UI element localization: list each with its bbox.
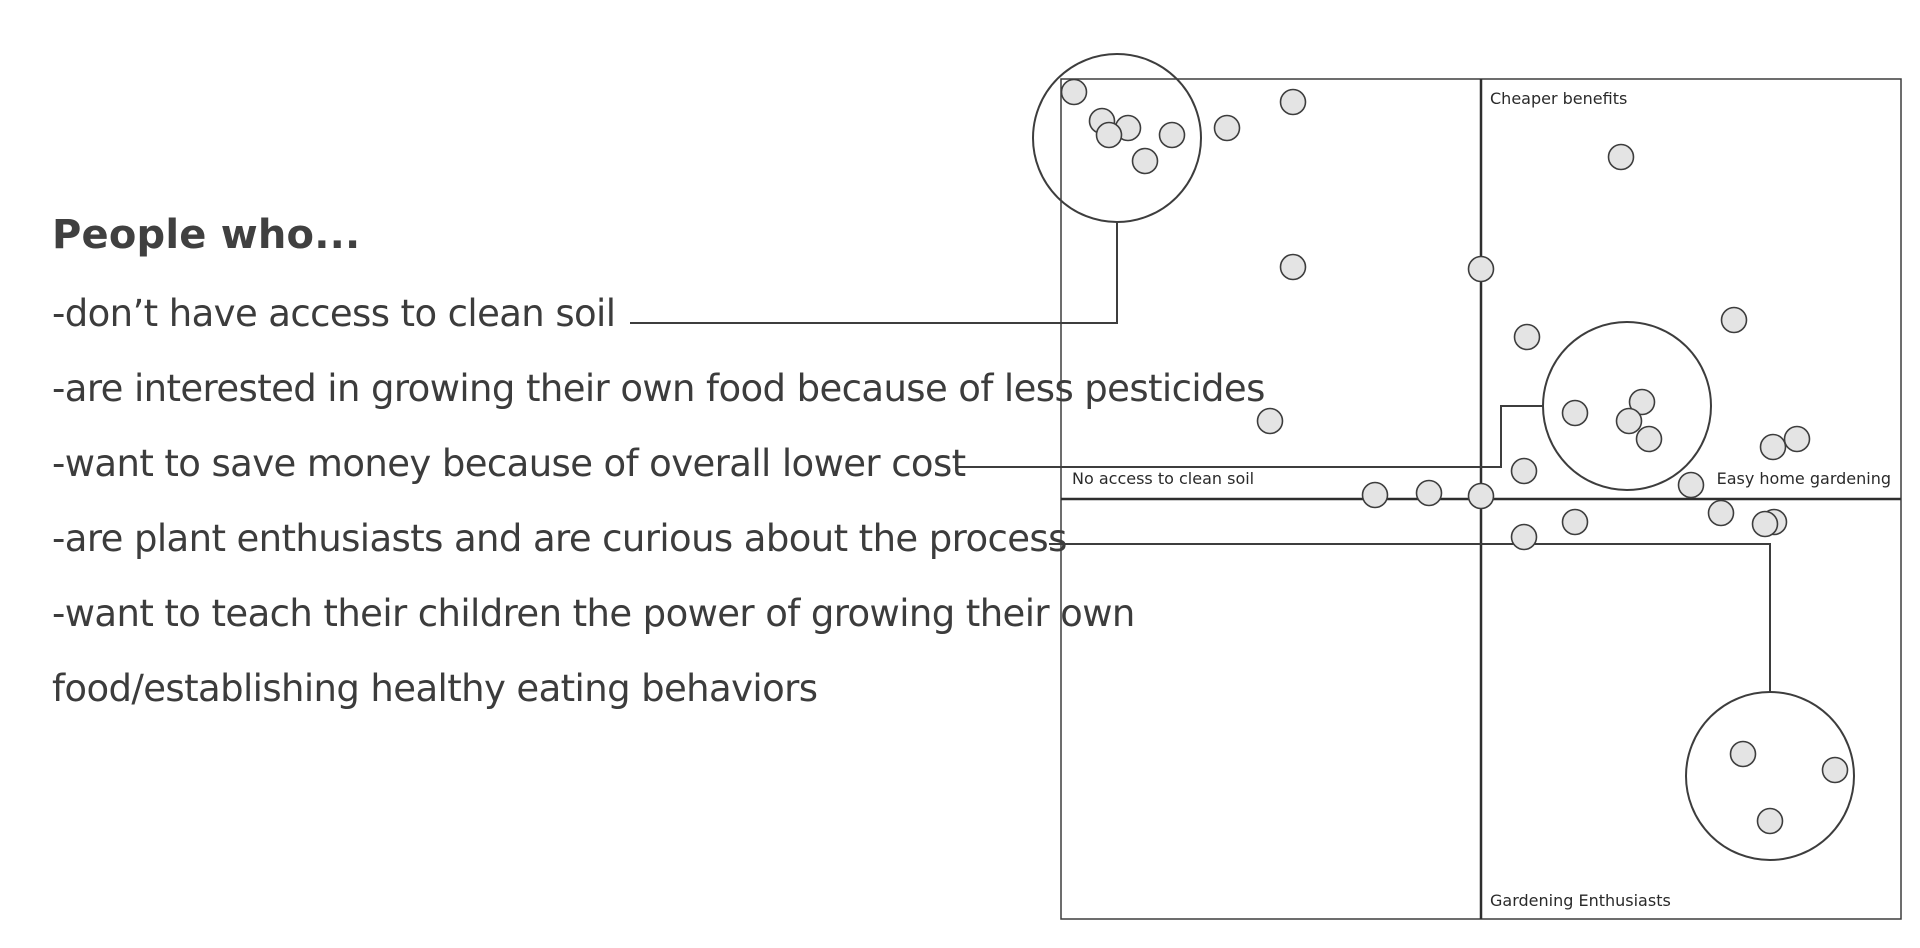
connector-clean-soil: [630, 222, 1117, 323]
respondent-dot: [1823, 758, 1848, 783]
statement-teach-children-cont: food/establishing healthy eating behaviors: [52, 667, 818, 710]
respondent-dot: [1637, 427, 1662, 452]
statement-save-money: -want to save money because of overall lower cost: [52, 442, 966, 485]
respondent-dot: [1758, 809, 1783, 834]
statement-clean-soil: -don’t have access to clean soil: [52, 292, 616, 335]
respondent-dot: [1761, 435, 1786, 460]
respondent-dot: [1785, 427, 1810, 452]
respondent-dot: [1097, 123, 1122, 148]
label-no-access-clean-soil: No access to clean soil: [1072, 469, 1255, 488]
respondent-dot: [1160, 123, 1185, 148]
respondent-dots: [1062, 80, 1848, 834]
respondent-dot: [1363, 483, 1388, 508]
label-gardening-enthusiasts: Gardening Enthusiasts: [1490, 891, 1671, 910]
connector-save-money: [957, 406, 1543, 467]
respondent-dot: [1258, 409, 1283, 434]
respondent-dot: [1753, 512, 1778, 537]
respondent-dot: [1281, 255, 1306, 280]
respondent-dot: [1215, 116, 1240, 141]
respondent-dot: [1679, 473, 1704, 498]
respondent-dot: [1731, 742, 1756, 767]
heading: People who...: [52, 212, 361, 258]
respondent-dot: [1417, 481, 1442, 506]
respondent-dot: [1617, 409, 1642, 434]
respondent-dot: [1281, 90, 1306, 115]
label-easy-home-gardening: Easy home gardening: [1716, 469, 1891, 488]
statement-plant-enthusiasts: -are plant enthusiasts and are curious about the process: [52, 517, 1067, 560]
respondent-dot: [1512, 525, 1537, 550]
respondent-dot: [1133, 149, 1158, 174]
respondent-dot: [1469, 257, 1494, 282]
respondent-dot: [1563, 510, 1588, 535]
respondent-dot: [1512, 459, 1537, 484]
statement-teach-children: -want to teach their children the power of growing their own: [52, 592, 1135, 635]
respondent-dot: [1563, 401, 1588, 426]
respondent-dot: [1469, 484, 1494, 509]
statement-less-pesticides: -are interested in growing their own food because of less pesticides: [52, 367, 1265, 410]
respondent-dot: [1515, 325, 1540, 350]
label-cheaper-benefits: Cheaper benefits: [1490, 89, 1628, 108]
respondent-dot: [1609, 145, 1634, 170]
respondent-dot: [1062, 80, 1087, 105]
respondent-dot: [1722, 308, 1747, 333]
respondent-dot: [1709, 501, 1734, 526]
connector-plant-enthusiasts: [1049, 544, 1770, 692]
